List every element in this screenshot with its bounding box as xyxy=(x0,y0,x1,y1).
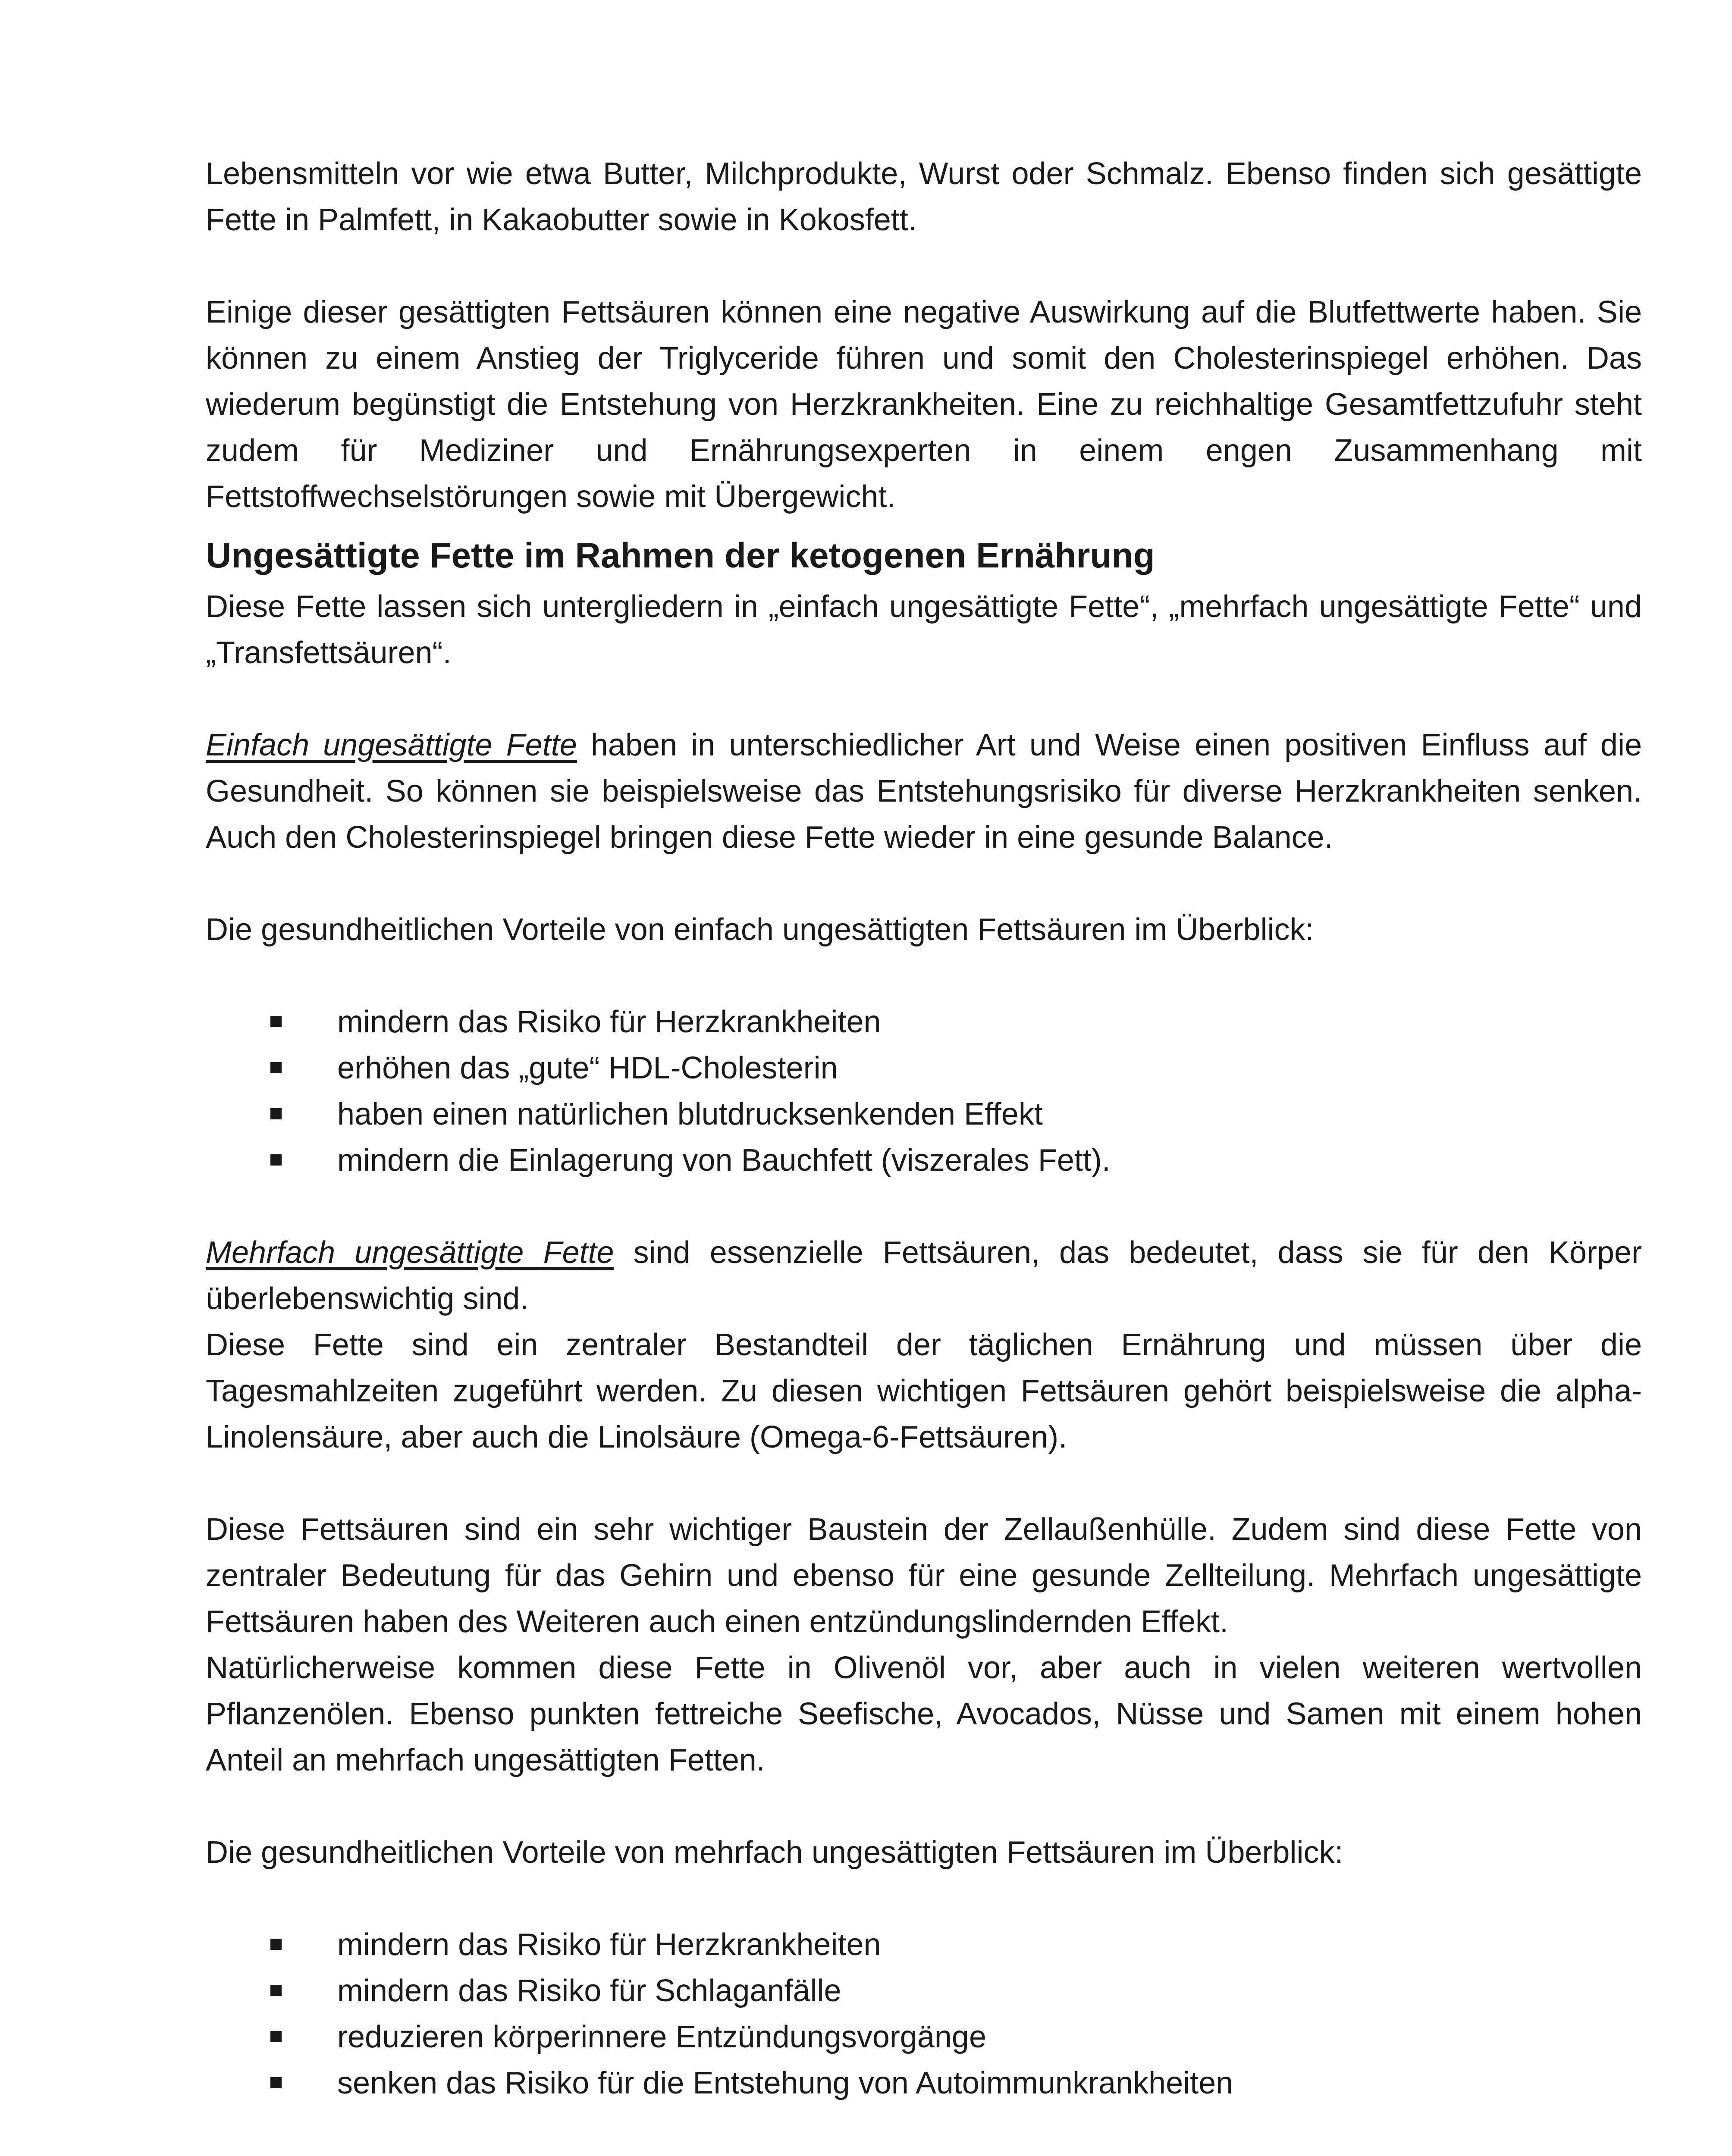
list-item xyxy=(206,1091,1642,1138)
paragraph-intro-2: Einige dieser gesättigten Fettsäuren können eine negative Auswirkung auf die Blutfettwerte haben. Sie können zu einem Anstieg der Triglyceride führen und somit den Cholesterinspiegel erhöhen. Das wiederum begünstigt die Entstehung von Herzkrankheiten. Eine zu reichhaltige Gesamtfettzufuhr steht zudem für Mediziner und Ernährungsexperten in einem engen Zusammenhang mit Fettstoffwechselstörungen sowie mit Übergewicht. xyxy=(206,295,1642,514)
spacer xyxy=(206,243,1642,289)
paragraph-mehrfach xyxy=(206,1230,1642,1322)
list-item xyxy=(206,2060,1642,2106)
list-item xyxy=(206,2014,1642,2060)
list-item-text: haben einen natürlichen blutdrucksenkenden Effekt xyxy=(337,1097,1043,1131)
list-item xyxy=(206,1922,1642,1968)
square-bullet-icon xyxy=(270,2077,282,2088)
paragraph-einfach xyxy=(206,722,1642,861)
mehrfach-list-intro: Die gesundheitlichen Vorteile von mehrfach ungesättigten Fettsäuren im Überblick: xyxy=(206,1835,1343,1870)
mehrfach-benefits-list xyxy=(206,1922,1642,2106)
spacer xyxy=(206,1783,1642,1830)
list-item-text: mindern das Risiko für Schlaganfälle xyxy=(337,1974,841,2008)
list-item-text: mindern das Risiko für Herzkrankheiten xyxy=(337,1005,881,1039)
list-item-text: reduzieren körperinnere Entzündungsvorgänge xyxy=(337,2020,987,2054)
spacer xyxy=(206,676,1642,722)
list-item xyxy=(206,1138,1642,1184)
spacer xyxy=(206,861,1642,907)
list-item-text: mindern das Risiko für Herzkrankheiten xyxy=(337,1927,881,1962)
square-bullet-icon xyxy=(270,1939,282,1950)
list-item xyxy=(206,1045,1642,1091)
list-item-text: erhöhen das „gute“ HDL-Cholesterin xyxy=(337,1051,838,1085)
paragraph-closing xyxy=(206,2153,1642,2156)
term-einfach: Einfach ungesättigte Fette xyxy=(206,728,577,762)
square-bullet-icon xyxy=(270,1016,282,1027)
square-bullet-icon xyxy=(270,1062,282,1073)
list-item-text: senken das Risiko für die Entstehung von Autoimmunkrankheiten xyxy=(337,2066,1233,2100)
term-mehrfach: Mehrfach ungesättigte Fette xyxy=(206,1235,614,1270)
square-bullet-icon xyxy=(270,1985,282,1996)
mehrfach-description: sind essenzielle Fettsäuren, das bedeutet, dass sie für den Körper überlebenswichtig sind. xyxy=(206,1235,1642,1316)
square-bullet-icon xyxy=(270,2031,282,2042)
einfach-benefits-list xyxy=(206,999,1642,1184)
square-bullet-icon xyxy=(270,1154,282,1166)
spacer xyxy=(206,953,1642,999)
paragraph-mehrfach-4: Natürlicherweise kommen diese Fette in Olivenöl vor, aber auch in vielen weiteren wertvollen Pflanzenölen. Ebenso punkten fettreiche Seefische, Avocados, Nüsse und Samen mit einem hohen Anteil an mehrfach ungesättigten Fetten. xyxy=(206,1651,1642,1777)
list-item xyxy=(206,1968,1642,2014)
paragraph-mehrfach-2: Diese Fette sind ein zentraler Bestandteil der täglichen Ernährung und müssen über die Tagesmahlzeiten zugeführt werden. Zu diesen wichtigen Fettsäuren gehört beispielsweise die alpha-Linolensäure, aber auch die Linolsäure (Omega-6-Fettsäuren). xyxy=(206,1328,1642,1454)
square-bullet-icon xyxy=(270,1108,282,1119)
spacer xyxy=(206,1876,1642,1922)
spacer xyxy=(206,2106,1642,2153)
paragraph-mehrfach-3: Diese Fettsäuren sind ein sehr wichtiger Baustein der Zellaußenhülle. Zudem sind diese Fette von zentraler Bedeutung für das Gehirn und ebenso für eine gesunde Zellteilung. Mehrfach ungesättigte Fettsäuren haben des Weiteren auch einen entzündungslindernden Effekt. xyxy=(206,1512,1642,1639)
einfach-list-intro: Die gesundheitlichen Vorteile von einfach ungesättigten Fettsäuren im Überblick: xyxy=(206,912,1314,947)
spacer xyxy=(206,1184,1642,1230)
paragraph-subdivision: Diese Fette lassen sich untergliedern in „einfach ungesättigte Fette“, „mehrfach ungesättigte Fette“ und „Transfettsäuren“. xyxy=(206,589,1642,670)
einfach-description: haben in unterschiedlicher Art und Weise einen positiven Einfluss auf die Gesundheit. So können sie beispielsweise das Entstehungsrisiko für diverse Herzkrankheiten senken. Auch den Cholesterinspiegel bringen diese Fette wieder in eine gesunde Balance. xyxy=(206,728,1642,855)
section-heading: Ungesättigte Fette im Rahmen der ketogenen Ernährung xyxy=(206,536,1155,575)
spacer xyxy=(206,1460,1642,1507)
list-item xyxy=(206,999,1642,1045)
list-item-text: mindern die Einlagerung von Bauchfett (viszerales Fett). xyxy=(337,1143,1111,1178)
paragraph-intro-1: Lebensmitteln vor wie etwa Butter, Milchprodukte, Wurst oder Schmalz. Ebenso finden sich gesättigte Fette in Palmfett, in Kakaobutter sowie in Kokosfett. xyxy=(206,157,1642,237)
page-content xyxy=(206,151,1642,2156)
